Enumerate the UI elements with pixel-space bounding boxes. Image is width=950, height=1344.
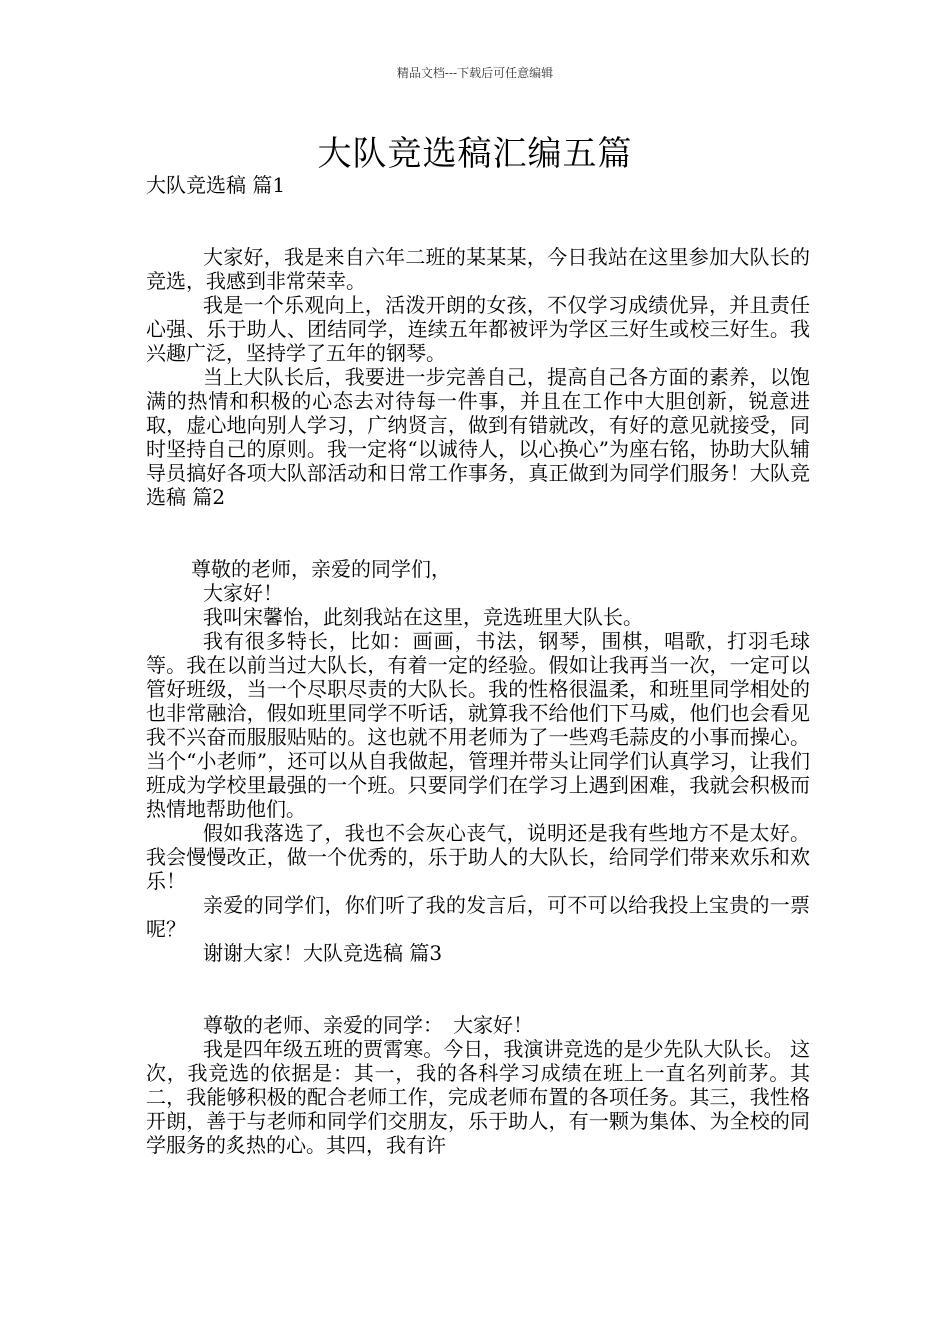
page-header: 精品文档---下载后可任意编辑 (396, 66, 554, 80)
spacer (146, 509, 810, 557)
spacer (146, 965, 810, 1013)
paragraph: 谢谢大家！大队竞选稿 篇3 (203, 941, 443, 965)
section-heading-1: 大队竞选稿 篇1 (146, 173, 286, 197)
paragraph: 我有很多特长，比如：画画，书法，钢琴，围棋，唱歌，打羽毛球等。我在以前当过大队长，有着一定的经验。假如让我再当一次，一定可以管好班级，当一个尽职尽责的大队长。我的性格很温柔，和班里同学相处的也非常融洽，假如班里同学不听话，就算我不给他们下马威，他们也会看见我不兴奋而服服贴贴的。这也就不用老师为了一些鸡毛蒜皮的小事而操心。当个“小老师”，还可以从自我做起，管理并带头让同学们认真学习，让我们班成为学校里最强的一个班。只要同学们在学习上遇到困难，我就会积极而热情地帮助他们。 (146, 629, 810, 821)
paragraph: 亲爱的同学们，你们听了我的发言后，可不可以给我投上宝贵的一票呢？ (146, 893, 810, 941)
paragraph: 大家好，我是来自六年二班的某某某，今日我站在这里参加大队长的竞选，我感到非常荣幸。 (146, 245, 810, 293)
paragraph: 假如我落选了，我也不会灰心丧气，说明还是我有些地方不是太好。我会慢慢改正，做一个优秀的，乐于助人的大队长，给同学们带来欢乐和欢乐！ (146, 821, 810, 893)
paragraph: 我是四年级五班的贾霄寒。今日，我演讲竞选的是少先队大队长。 这次，我竞选的依据是：其一，我的各科学习成绩在班上一直名列前茅。其二，我能够积极的配合老师工作，完成老师布置的各项任务。其三，我性格开朗，善于与老师和同学们交朋友，乐于助人，有一颗为集体、为全校的同学服务的炙热的心。其四，我有许 (146, 1037, 810, 1157)
paragraph: 我是一个乐观向上，活泼开朗的女孩，不仅学习成绩优异，并且责任心强、乐于助人、团结同学，连续五年都被评为学区三好生或校三好生。我兴趣广泛，坚持学了五年的钢琴。 (146, 293, 810, 365)
document-body (146, 173, 810, 1157)
salutation: 尊敬的老师、亲爱的同学： 大家好！ (203, 1013, 533, 1037)
spacer (146, 197, 810, 245)
paragraph: 当上大队长后，我要进一步完善自己，提高自己各方面的素养，以饱满的热情和积极的心态去对待每一件事，并且在工作中大胆创新，锐意进取，虚心地向别人学习，广纳贤言，做到有错就改，有好的意见就接受，同时坚持自己的原则。我一定将“以诚待人，以心换心”为座右铭，协助大队辅导员搞好各项大队部活动和日常工作事务，真正做到为同学们服务！大队竞选稿 篇2 (146, 365, 810, 509)
document-title: 大队竞选稿汇编五篇 (317, 134, 633, 174)
paragraph: 大家好！ (203, 581, 283, 605)
salutation: 尊敬的老师，亲爱的同学们， (191, 557, 451, 581)
paragraph: 我叫宋馨怡，此刻我站在这里，竞选班里大队长。 (203, 605, 643, 629)
